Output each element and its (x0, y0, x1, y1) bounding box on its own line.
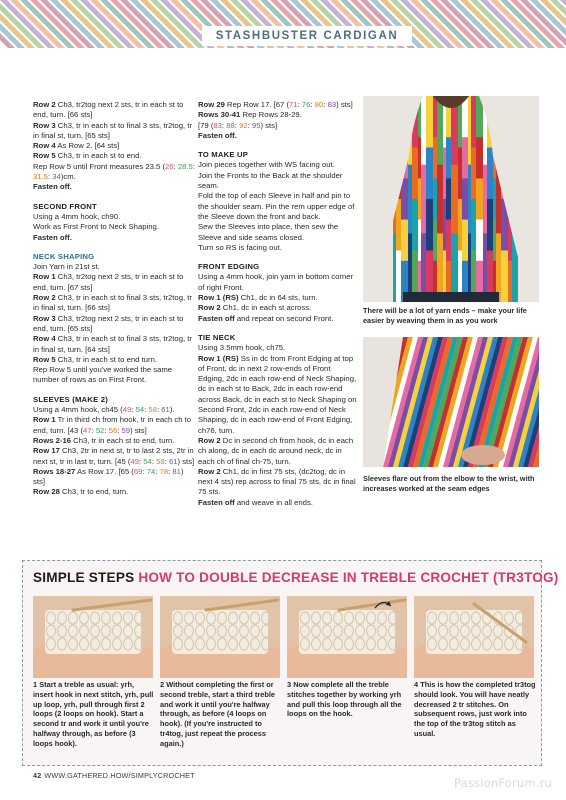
edging-fasten: Fasten off and repeat on second Front. (198, 313, 334, 323)
sleeves-heading: SLEEVES (MAKE 2) (33, 394, 108, 404)
sleeve-rows-2-16: Rows 2-16 Ch3, tr in each st to end, turn. (33, 435, 175, 445)
tie-row-3: Row 2 Ch1, dc in first 75 sts, (dc2tog, dc in next 4 sts) rep across to final 75 sts, dc in final 75 sts. (198, 466, 356, 497)
simple-steps-box (22, 560, 559, 766)
step-3-text: 3 Now complete all the treble stitches together by working yrh and pull this loop through all the loops on the hook. (287, 680, 402, 719)
sleeve-rows-30-41: Rows 30-41 Rep Rows 28-29. (198, 110, 302, 120)
neck-join: Join Yarn in 21st st. (33, 262, 100, 272)
simple-steps-title: SIMPLE STEPS HOW TO DOUBLE DECREASE IN TREBLE CROCHET (TR3TOG) (33, 570, 559, 585)
front-repeat: Rep Row 5 until Front measures 23.5 (26: 28.5: 31.5: 34)cm. (33, 161, 195, 182)
neck-row-3: Row 3 Ch3, tr2tog next 2 sts, tr in each st to end, turn. [65 sts] (33, 313, 184, 333)
step-4-photo (414, 596, 534, 678)
step-3-image (287, 596, 407, 678)
watermark: PassionForum.ru (454, 776, 553, 790)
front-edging-heading: FRONT EDGING (198, 262, 260, 272)
photo-caption: Sleeves flare out from the elbow to the wrist, with increases worked at the seam edges (363, 474, 535, 493)
front-edging-line: Using a 4mm hook, join yarn in bottom corner of right Front. (198, 272, 354, 292)
fasten-off: Fasten off. (198, 130, 237, 140)
sleeve-rows-30-41-count: [79 (83: 88: 92: 95) sts] (198, 120, 278, 130)
make-up-line: Turn so RS is facing out. (198, 242, 282, 252)
front-row-5: Row 5 Ch3, tr in each st to end. (33, 151, 142, 161)
sleeve-image (363, 337, 539, 467)
tie-row-1: Row 1 (RS) Ss in dc from Front Edging at top of Front, dc in next 2 row-ends of Front Edging, 2dc in each row-end of Neck Shaping, dc in each st to Back, 2dc in each row-end across Back, dc in each st to Neck Shaping on Second Front, 2dc in each row-end of Neck Shaping, dc in each row-end of Front Edging, ch76, turn. (198, 353, 357, 435)
make-up-line: Join pieces together with WS facing out. (198, 160, 335, 170)
tie-fasten: Fasten off and weave in all ends. (198, 497, 313, 507)
step-4-text: 4 This is how the completed tr3tog should look. You will have neatly decreased 2 tr stitches. On subsequent rows, just work into the top of the tr3tog stitch as usual. (414, 680, 536, 738)
fasten-off: Fasten off. (33, 232, 72, 242)
make-up-line: Fold the top of each Sleeve in half and pin to the shoulder seam. Pin the rem upper edge of the Sleeve down the front and back. (198, 191, 355, 221)
pattern-column-2 (198, 100, 358, 508)
tie-neck-line: Using 3.5mm hook, ch75. (198, 343, 286, 353)
edging-row-2: Row 2 Ch1, dc in each st across. (198, 303, 312, 313)
front-row-2: Row 2 Ch3, tr2tog next 2 sts, tr in each st to end, turn. [66 sts] (33, 100, 184, 120)
neck-repeat: Rep Row 5 until you've worked the same number of rows as on First Front. (33, 365, 173, 385)
magazine-url[interactable]: WWW.GATHERED.HOW/SIMPLYCROCHET (44, 771, 195, 780)
edging-row-1: Row 1 (RS) Ch1, dc in 64 sts, turn. (198, 293, 318, 303)
cardigan-back-photo (363, 96, 539, 302)
tie-neck-heading: TIE NECK (198, 332, 236, 342)
second-front-heading: SECOND FRONT (33, 201, 97, 211)
page-footer (33, 771, 195, 780)
step-2-image (160, 596, 280, 678)
sleeve-rows-18-27: Rows 18-27 As Row 17. [65 (69: 74: 78: 81) sts] (33, 466, 184, 487)
second-front-line-1: Using a 4mm hook, ch90. (33, 211, 121, 221)
fasten-off: Fasten off. (33, 182, 72, 192)
neck-row-2: Row 2 Ch3, tr in each st to final 3 sts, tr2tog, tr in final st, turn. [66 sts] (33, 293, 192, 313)
neck-row-5: Row 5 Ch3, tr in each st to end turn. (33, 354, 157, 364)
step-1-image (33, 596, 153, 678)
sleeve-row-17: Row 17 Ch3, 2tr in next st, tr to last 2 sts, 2tr in next st, tr in last tr, turn. [45 (49: 54: 58: 61) sts] (33, 446, 195, 466)
neck-shaping-heading: NECK SHAPING (33, 251, 95, 261)
page-number: 42 (33, 771, 42, 780)
sleeve-row-1: Row 1 Tr in third ch from hook, tr in each ch to end, turn. [43 (47: 52: 56: 59) sts] (33, 415, 192, 435)
neck-row-1: Row 1 Ch3, tr2tog next 2 sts, tr in each st to end, turn. [67 sts] (33, 272, 184, 292)
pattern-column-1 (33, 100, 195, 498)
running-title: STASHBUSTER CARDIGAN (202, 26, 412, 46)
sleeve-row-28: Row 28 Ch3, tr to end, turn. (33, 487, 129, 497)
make-up-line: Sew the Sleeves into place, then sew the Sleeve and side seams closed. (198, 222, 339, 242)
step-3-photo (287, 596, 407, 678)
sleeves-hook: Using a 4mm hook, ch45 (49: 54: 58: 61). (33, 405, 175, 415)
second-front-line-2: Work as First Front to Neck Shaping. (33, 222, 159, 232)
front-row-3: Row 3 Ch3, tr in each st to final 3 sts, tr2tog, tr in final st, turn. [65 sts] (33, 120, 192, 140)
step-2-photo (160, 596, 280, 678)
step-2-text: 2 Without completing the first or second treble, start a third treble and work it until you're halfway through, as before (4 loops on hook). (If you're instructed to tr4tog, just repeat the process again.) (160, 680, 275, 748)
cardigan-back-image (363, 96, 539, 302)
front-row-4: Row 4 As Row 2. [64 sts] (33, 141, 120, 151)
photo-caption: There will be a lot of yarn ends – make your life easier by weaving them in as you work (363, 306, 527, 325)
sleeve-row-29: Row 29 Rep Row 17. [67 (71: 76: 80: 83) sts] (198, 100, 353, 109)
step-4-image (414, 596, 534, 678)
neck-row-4: Row 4 Ch3, tr in each st to final 3 sts, tr2tog, tr in final st, turn. [64 sts] (33, 334, 192, 354)
step-1-text: 1 Start a treble as usual: yrh, insert hook in next stitch, yrh, pull up loop, yrh, pull through first 2 loops (2 loops on hook). Start a second tr and work it until you're halfway through, as before (3 loops hook). (33, 680, 154, 748)
sleeve-photo (363, 337, 539, 467)
step-1-photo (33, 596, 153, 678)
make-up-line: Join the Fronts to the Back at the shoulder seam. (198, 170, 343, 191)
tie-row-2: Row 2 Dc in second ch from hook, dc in each ch along, dc in each dc around neck, dc in each ch of final ch-75, turn. (198, 435, 354, 466)
make-up-heading: TO MAKE UP (198, 150, 249, 160)
